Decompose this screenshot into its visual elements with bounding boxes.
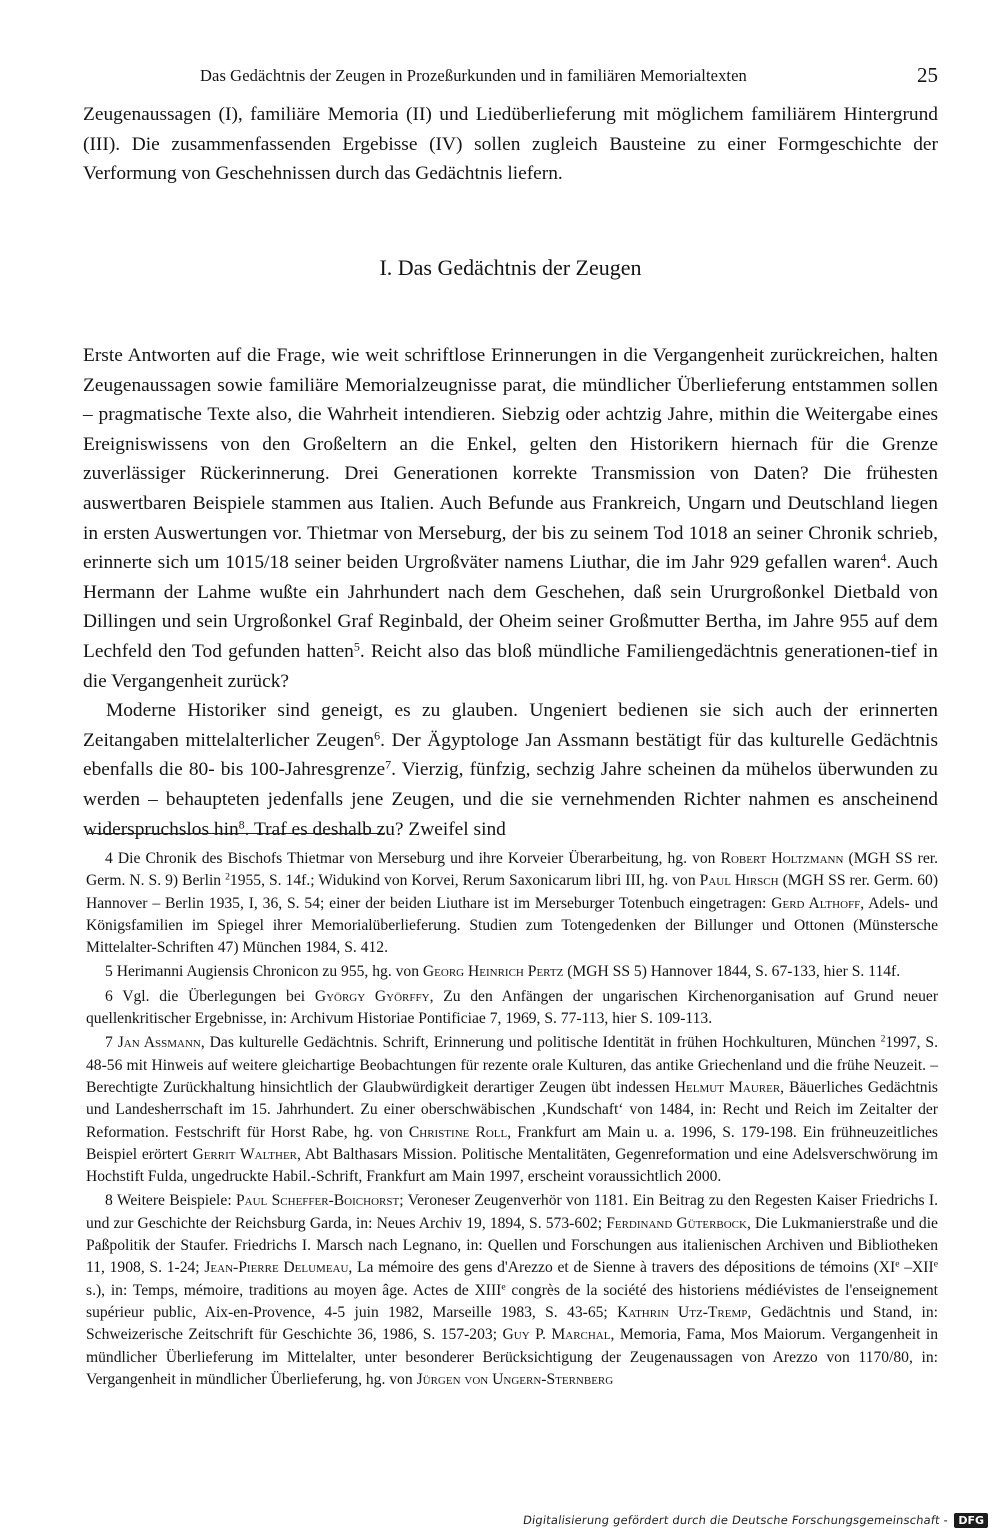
paragraph-2-text-a: Moderne Historiker sind geneigt, es zu glauben. Ungeniert bedienen sie sich auch der erinnerten Zeitangaben mittelalterlicher Zeugen	[83, 700, 938, 751]
century-superscript: e	[895, 1259, 900, 1271]
footnote-text: , Bäuerliches Gedächtnis und Landesherrschaft im 15. Jahrhundert. Zu einer oberschwäbischen ‚Kundschaft‘ von 1484, in: Recht und Reich im Zeitalter der Reformation. Festschrift für Horst Rabe, hg. von	[86, 1078, 938, 1141]
intro-paragraph-block	[83, 100, 938, 189]
footnote-4	[86, 848, 938, 959]
footnote-number: 7	[105, 1034, 113, 1052]
author-name: Helmut Maurer	[674, 1078, 781, 1096]
footnote-5	[86, 961, 938, 983]
footnote-number: 4	[105, 850, 113, 867]
footnote-text: –XII	[899, 1259, 934, 1277]
footnote-text: Weitere Beispiele:	[112, 1192, 236, 1210]
paragraph-1-text-a: Erste Antworten auf die Frage, wie weit schriftlose Erinnerungen in die Vergangenheit zurückreichen, halten Zeugenaussagen sowie familiäre Memorialzeugnisse parat, die mündlicher Überlieferung entstammen sollen – pragmatische Texte also, die Wahrheit intendieren. Siebzig oder achtzig Jahre, mithin die Weitergabe eines Ereigniswissens von den Großeltern an die Enkel, gelten den Historikern hiernach für die Grenze zuverlässiger Rückerinnerung. Drei Generationen korrekte Transmission von Daten? Die frühesten auswertbaren Beispiele stammen aus Italien. Auch Befunde aus Frankreich, Ungarn und Deutschland liegen in ersten Auswertungen vor. Thietmar von Merseburg, der bis zu seinem Tod 1018 an seiner Chronik schrieb, erinnerte sich um 1015/18 seiner beiden Urgroßväter namens Liuthar, die im Jahr 929 gefallen waren	[83, 345, 938, 574]
running-head	[80, 63, 938, 90]
digitization-footer	[523, 1511, 988, 1529]
footnote-ref-6: 6	[374, 728, 381, 743]
footnote-number: 8	[105, 1192, 113, 1210]
footnote-text: (MGH SS 5) Hannover 1844, S. 67-133, hier S. 114f.	[563, 963, 901, 981]
footnote-ref-7: 7	[385, 757, 392, 772]
edition-superscript: 2	[225, 871, 230, 883]
footnote-text: , Abt Balthasars Mission. Politische Mentalitäten, Gegenreformation und eine Adelsverschwörung im Hochstift Fulda, ungedruckte Habil.-Schrift, Frankfurt am Main 1997, erscheint voraussichtlich 2000.	[86, 1145, 938, 1186]
footnote-number: 6	[105, 987, 113, 1005]
footnote-text: , Das kulturelle Gedächtnis. Schrift, Erinnerung und politische Identität in frühen Hochkulturen, München	[200, 1034, 881, 1052]
footnote-text: (MGH SS rer. Germ. 60) Hannover – Berlin 1935, I, 36, S. 54; einer der beiden Liuthare ist im Merseburger Totenbuch eingetragen:	[86, 872, 939, 912]
footnote-ref-8: 8	[238, 816, 245, 831]
footnotes	[86, 848, 938, 1393]
paragraph-2-text-d: . Traf es deshalb zu? Zweifel sind	[244, 818, 506, 840]
ordinal-superscript: e	[501, 1281, 506, 1293]
paragraph-1-text-b: . Auch Hermann der Lahme wußte ein Jahrhundert nach dem Geschehen, daß sein Ururgroßonkel Dietbald von Dillingen und sein Urgroßonkel Graf Reginbald, der Oheim seiner Großmutter Bertha, im Jahre 955 auf dem Lechfeld den Tod gefunden hatten	[83, 552, 938, 662]
footnote-text: , Memoria, Fama, Mos Maiorum. Vergangenheit in mündlicher Überlieferung im Mittelalter, unter besonderer Berücksichtigung der Zeugenaussagen von Arezzo von 1170/80, in: Vergangenheit in mündlicher Überlieferung, hg. von	[86, 1326, 938, 1388]
author-name: Christine Roll	[408, 1123, 508, 1141]
author-name: Robert Holtzmann	[720, 850, 844, 867]
author-name: Gerd Althoff	[771, 894, 861, 912]
footnote-ref-5: 5	[353, 639, 360, 654]
footnote-text: , Adels- und Königsfamilien im Spiegel ihrer Memorialüberlieferung. Studien zum Totengedenken der Billunger und Ottonen (Münstersche Mittelalter-Schriften 47) München 1984, S. 412.	[86, 894, 938, 957]
footnote-8	[86, 1190, 938, 1391]
paragraph-2-text-b: . Der Ägyptologe Jan Assmann bestätigt für das kulturelle Gedächtnis ebenfalls die 80- bis 100-Jahresgrenze	[83, 729, 938, 781]
author-name: Jürgen von Ungern-Sternberg	[416, 1370, 614, 1388]
footnote-text: , La mémoire des gens d'Arezzo et de Sienne à travers des dépositions de témoins (XI	[348, 1259, 896, 1277]
footnote-text: 1955, S. 14f.; Widukind von Korvei, Rerum Saxonicarum libri III, hg. von	[229, 872, 700, 890]
digitization-note: Digitalisierung gefördert durch die Deutsche Forschungsgemeinschaft -	[522, 1513, 950, 1527]
author-name: Gerrit Walther	[192, 1145, 298, 1163]
author-name: Jan Assmann	[117, 1034, 201, 1052]
paragraph-2-text-c: . Vierzig, fünfzig, sechzig Jahre scheinen da mühelos überwunden zu werden – behaupteten jedenfalls jene Zeugen, und die sie vernehmenden Richter nahmen es anscheinend widerspruchslos hin	[83, 759, 938, 840]
footnote-text: , Frankfurt am Main u. a. 1996, S. 179-198. Ein frühneuzeitliches Beispiel erörtert	[86, 1123, 938, 1163]
century-superscript: e	[933, 1259, 938, 1271]
footnote-text: , Zu den Anfängen der ungarischen Kirchenorganisation auf Grund neuer quellenkritischer Ergebnisse, in: Archivum Historiae Pontificiae 7, 1969, S. 77-113, hier S. 109-113.	[86, 987, 939, 1028]
author-name: Paul Hirsch	[699, 872, 779, 890]
dfg-logo: DFG	[954, 1513, 988, 1528]
footnote-7	[86, 1032, 938, 1188]
paragraph-1-text-c: . Reicht also das bloß mündliche Familiengedächtnis generationen-tief in die Vergangenheit zurück?	[83, 640, 939, 692]
paragraph-2	[83, 696, 938, 844]
footnote-separator	[87, 833, 385, 834]
author-name: Kathrin Utz-Tremp	[617, 1303, 748, 1321]
main-text-block	[83, 341, 938, 844]
paragraph-1	[83, 341, 938, 696]
footnote-ref-4: 4	[880, 550, 887, 565]
author-name: Guy P. Marchal	[502, 1326, 611, 1344]
footnote-text: 1997, S. 48-56 mit Hinweis auf weitere gleichartige Beobachtungen für rezente orale Kulturen, das antike Griechenland und die frühe Neuzeit. – Berechtigte Zurückhaltung hinsichtlich der Glaubwürdigkeit derartiger Zeugen übt indessen	[86, 1034, 938, 1096]
edition-superscript: 2	[880, 1034, 886, 1046]
footnote-number: 5	[105, 963, 113, 981]
footnote-6	[86, 986, 938, 1031]
footnote-text: Vgl. die Überlegungen bei	[112, 987, 315, 1005]
running-title: Das Gedächtnis der Zeugen in Prozeßurkunden und in familiären Memorialtexten	[200, 66, 747, 85]
author-name: György Györffy	[314, 987, 430, 1005]
intro-paragraph: Zeugenaussagen (I), familiäre Memoria (II) und Liedüberlieferung mit möglichem familiärem Hintergrund (III). Die zusammenfassenden Ergebisse (IV) sollen zugleich Bausteine zu einer Formgeschichte der Verformung von Geschehnissen durch das Gedächtnis liefern.	[83, 104, 938, 185]
footnote-text: congrès de la société des historiens médiévistes de l'enseignement supérieur public, Aix-en-Provence, 4-5 juin 1982, Marseille 1983, S. 43-65;	[86, 1281, 938, 1321]
author-name: Georg Heinrich Pertz	[422, 963, 564, 981]
author-name: Jean-Pierre Delumeau	[204, 1259, 349, 1277]
author-name: Paul Scheffer-Boichorst	[236, 1192, 400, 1210]
footnote-text: , Gedächtnis und Stand, in: Schweizerische Zeitschrift für Geschichte 36, 1986, S. 157-203;	[86, 1303, 938, 1344]
footnote-text: Die Chronik des Bischofs Thietmar von Merseburg und ihre Korveier Überarbeitung, hg. von	[112, 850, 721, 867]
footnote-text: (MGH SS rer. Germ. N. S. 9) Berlin	[86, 850, 938, 890]
author-name: Ferdinand Güterbock	[606, 1214, 747, 1232]
section-heading: I. Das Gedächtnis der Zeugen	[379, 255, 642, 280]
footnote-text: ; Veroneser Zeugenverhör von 1181. Ein Beitrag zu den Regesten Kaiser Friedrichs I. und zur Geschichte der Reichsburg Garda, in: Neues Archiv 19, 1894, S. 573-602;	[86, 1192, 938, 1232]
footnote-text: Herimanni Augiensis Chronicon zu 955, hg. von	[112, 963, 423, 981]
footnote-text: , Die Lukmanierstraße und die Paßpolitik der Staufer. Friedrichs I. Marsch nach Legnano, in: Quellen und Forschungen aus italienischen Archiven und Bibliotheken 11, 1908, S. 1-24;	[86, 1214, 938, 1277]
page-number: 25	[917, 63, 938, 87]
footnote-text: s.), in: Temps, mémoire, traditions au moyen âge. Actes de XIII	[86, 1281, 502, 1299]
